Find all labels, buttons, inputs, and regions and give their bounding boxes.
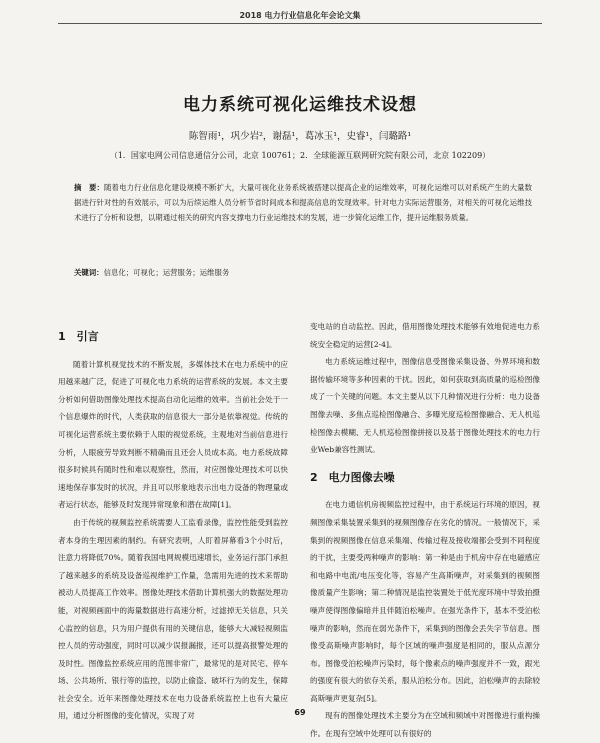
abstract-text: 随着电力行业信息化建设规模不断扩大，大量可视化业务系统被搭建以提高企业的运维效率，可视化运维可以对系统产生的大量数据进行针对性的有效展示，可以为后续运维人员分析节省时间成本和提高信息的发现效率。针对电力实际运营服务，对相关的可视化运维技术进行了分析和设想，以期通过相关的研究内容支撑电力行业运维技术的发展，进一步简化运维工作，提升运维服务质量。 <box>74 183 532 222</box>
header-divider <box>58 23 542 24</box>
keywords <box>74 266 532 280</box>
body-paragraph: 由于传统的视频监控系统需要人工监看录像，监控性能受到监控者本身的生理因素的制约。有研究表明，人盯着屏幕看3个小时后，注意力将降低70%。随着我国电网规模迅速增长，业务运行部门承担了越来越多的系统及设备巡视维护工作量，急需用先进的技术来帮助被动人员提高工作效率。图像处理技术借助计算机强大的数据处理功能，对视频画面中的海量数据进行高速分析，过滤掉无关信息，只关心监控的信息，只为用户提供有用的关键信息，能够大大减轻视频监控人员的劳动强度，同时可以减少误报漏报，还可以提高报警处理的及时性。图像监控系统应用的范围非常广，最常见的是对民宅、停车场、公共场所、银行等的监控，以防止偷盗、破坏行为的发生，保障社会安全。近年来图像处理技术在电力设备系统监控上也有大量应用，通过分析图像的变化情况，实现了对 <box>58 517 288 721</box>
left-column <box>58 318 288 725</box>
abstract-label: 摘 要： <box>74 183 105 192</box>
running-header: 2018 电力行业信息化年会论文集 <box>239 11 361 20</box>
section-heading: 1 引言 <box>58 330 99 343</box>
right-column <box>310 318 540 743</box>
body-paragraph: 随着计算机视觉技术的不断发展，多媒体技术在电力系统中的应用越来越广泛，促进了可视化电力系统的运营系统的发展。本文主要分析如何借助图像处理技术提高自动化运维的效率。当前社会处于一个信息爆炸的时代，人类获取的信息很大一部分是依靠视觉。传统的可视化运营系统主要依赖于人眼的视觉系统，主观地对当前信息进行分析，人眼疲劳导致判断不精确而且还会人员成本高。电力系统故障很多时候具有随时性和难以观察性，然而，对应图像处理技术可以快速地保存事发时的状况，并且可以形象地表示出电力设备的物理量或者运行状态，能够及时发现异常现象和潜在故障[1]。 <box>58 359 288 510</box>
body-paragraph: 现有的图像处理技术主要分为在空域和频域中对图像进行重构操作。在现有空域中处理可以有很好的 <box>310 711 540 739</box>
affiliations: （1．国家电网公司信息通信分公司，北京 100761；2．全球能源互联网研究院有限公司，北京 102209） <box>109 151 491 160</box>
page-number: 69 <box>294 708 306 717</box>
author-list: 陈智雨¹，巩少岩²，谢磊¹，葛冰玉¹，史睿¹，闫璐路¹ <box>188 131 412 142</box>
abstract <box>74 180 532 225</box>
body-paragraph: 变电站的自动监控。因此，借用图像处理技术能够有效地促进电力系统安全稳定的运营[2-4]。 <box>310 322 540 349</box>
section-heading: 2 电力图像去噪 <box>310 470 395 484</box>
paper-title: 电力系统可视化运维技术设想 <box>183 95 417 115</box>
keywords-text: 信息化；可视化；运营服务；运维服务 <box>103 268 230 277</box>
body-paragraph: 电力系统运维过程中，图像信息受图像采集设备、外界环境和数据传输环境等多种因素的干扰。因此，如何获取到高质量的巡检图像成了一个关键的问题。本文主要从以下几种情况进行分析：电力设备图像去噪、多焦点巡检图像融合、多曝光度巡检图像融合、无人机巡检图像去模糊、无人机巡检图像拼接以及基于图像处理技术的电力行业Web兼容性测试。 <box>310 357 540 455</box>
keywords-label: 关键词： <box>74 268 104 277</box>
body-paragraph: 在电力通信机房视频监控过程中，由于系统运行环境的原因，视频图像采集装置采集到的视频图像存在劣化的情况。一般情况下，采集到的视频图像在信息采集端、传输过程及接收端都会受到不同程度的干扰，主要受两种噪声的影响：第一种是由于机房中存在电磁感应和电路中电流/电压变化等，容易产生高斯噪声，对采集到的视频图像质量产生影响；第二种情况是监控装置处于低光度环境中导致拍摄噪声使得图像偏暗并且伴随泊松噪声。在强光条件下，基本不受泊松噪声的影响，然而在弱光条件下，采集到的图像会丢失字节信息。图像受高斯噪声影响时，每个区域的噪声强度是相同的，服从点源分布。图像受泊松噪声污染时，每个像素点的噪声强度并不一致，跟光的强度有很大的依存关系，服从泊松分布。因此，泊松噪声的去除较高斯噪声更复杂[5]。 <box>310 500 540 703</box>
